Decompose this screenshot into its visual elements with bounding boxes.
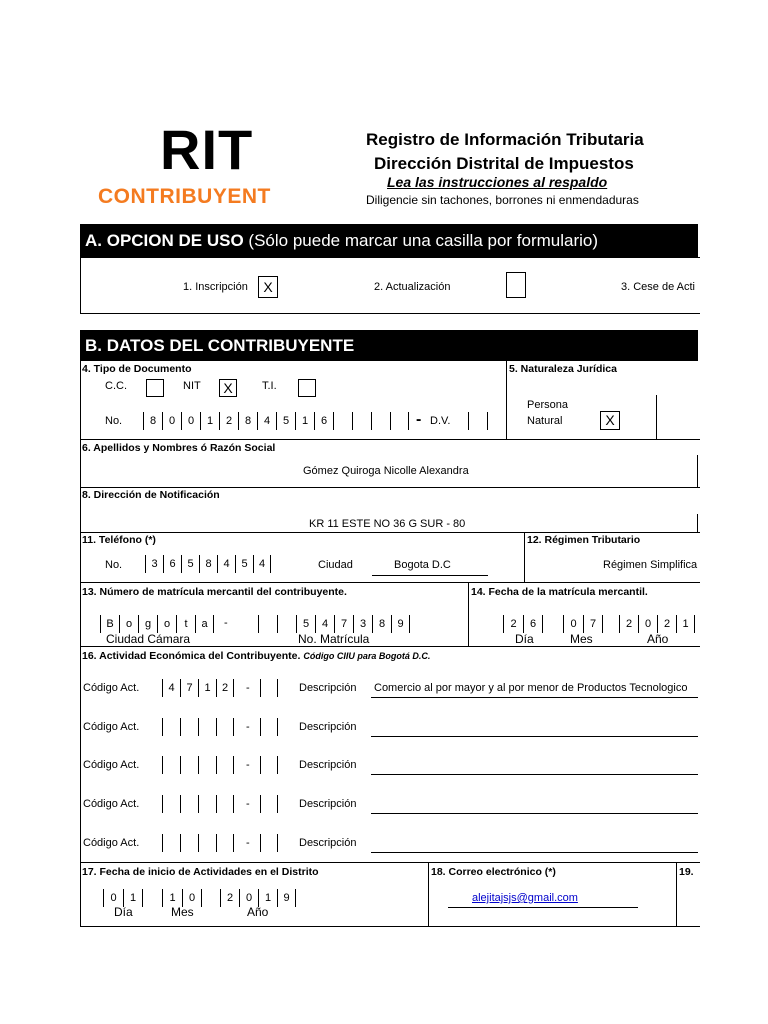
matricula-day-field[interactable] [503, 615, 543, 633]
field-14-label: 14. Fecha de la matrícula mercantil. [471, 586, 648, 598]
phone-digit: 6 [163, 555, 181, 573]
field-16-title: 16. Actividad Económica del Contribuyente. [82, 650, 301, 662]
field-6-label: 6. Apellidos y Nombres ó Razón Social [82, 442, 276, 454]
frame-left [80, 361, 81, 926]
activity-digit [162, 834, 180, 852]
activity-description-label: Descripción [299, 798, 357, 810]
phone-digit: 3 [145, 555, 163, 573]
activity-separator: - [246, 837, 250, 849]
logo-subtitle: CONTRIBUYENT [98, 185, 271, 208]
no-matricula-caption: No. Matrícula [298, 632, 370, 646]
date-digit: 9 [277, 889, 296, 907]
activity-code-field[interactable] [162, 795, 234, 813]
doc-digit [390, 412, 409, 430]
section-b-header: B. DATOS DEL CONTRIBUYENTE [80, 330, 698, 361]
matricula-digit [258, 615, 277, 633]
date-digit: 0 [563, 615, 583, 633]
activity-digit [162, 756, 180, 774]
city-char: g [138, 615, 157, 633]
dia-caption: Día [515, 632, 534, 646]
city-char: a [195, 615, 214, 633]
phone-digit: 8 [199, 555, 217, 573]
doc-digit: 5 [276, 412, 295, 430]
section-a-subtitle: (Sólo puede marcar una casilla por formulario) [248, 231, 599, 250]
email-value[interactable]: alejitajsjs@gmail.com [472, 892, 578, 904]
divider-4-5 [506, 361, 507, 439]
matricula-digit: 4 [315, 615, 334, 633]
activity-description-value[interactable]: Comercio al por mayor y al por menor de Productos Tecnologico [374, 682, 688, 694]
doc-digit: 4 [257, 412, 276, 430]
activity-code-label: Código Act. [83, 682, 140, 694]
divider-13-14 [468, 582, 469, 646]
doc-digit: 2 [219, 412, 238, 430]
option-inscripcion-label: 1. Inscripción [183, 281, 248, 293]
matricula-month-field[interactable] [563, 615, 603, 633]
city-char: o [119, 615, 138, 633]
date-digit: 1 [258, 889, 277, 907]
option-actualizacion-label: 2. Actualización [374, 281, 451, 293]
doc-digit [333, 412, 352, 430]
activity-subcode-field[interactable] [260, 718, 278, 736]
field-17-label: 17. Fecha de inicio de Actividades en el Distrito [82, 866, 319, 878]
activity-digit [260, 834, 278, 852]
activity-digit [198, 718, 216, 736]
activity-code-label: Código Act. [83, 721, 140, 733]
persona-label: Persona [527, 399, 568, 411]
date-digit: 1 [162, 889, 182, 907]
matricula-year-field[interactable] [619, 615, 695, 633]
activity-digit: 1 [198, 679, 216, 697]
activity-code-label: Código Act. [83, 837, 140, 849]
address-box-right [697, 514, 698, 533]
activity-code-field[interactable] [162, 718, 234, 736]
option-cese-label: 3. Cese de Acti [621, 281, 695, 293]
date-digit: 2 [619, 615, 638, 633]
phone-digit: 5 [181, 555, 199, 573]
cc-checkbox[interactable] [146, 379, 164, 397]
date-digit: 1 [123, 889, 143, 907]
form-title: Registro de Información Tributaria [366, 130, 644, 149]
phone-no-label: No. [105, 559, 123, 571]
activity-digit [216, 718, 234, 736]
field-8-label: 8. Dirección de Notificación [82, 489, 220, 501]
address-value[interactable]: KR 11 ESTE NO 36 G SUR - 80 [309, 518, 466, 530]
activity-digit [198, 795, 216, 813]
start-mes-caption: Mes [171, 905, 194, 919]
anio-caption: Año [647, 632, 669, 646]
doc-digit: 6 [314, 412, 333, 430]
activity-subcode-field[interactable] [260, 834, 278, 852]
nit-checkbox[interactable]: X [219, 379, 237, 397]
row-line-3 [80, 532, 700, 533]
doc-number-field[interactable] [143, 412, 409, 430]
activity-subcode-field[interactable] [260, 756, 278, 774]
phone-digit: 4 [253, 555, 271, 573]
cc-label: C.C. [105, 380, 127, 392]
field-13-label: 13. Número de matrícula mercantil del contribuyente. [82, 586, 347, 598]
ti-label: T.I. [262, 380, 277, 392]
divider-18-19 [676, 862, 677, 926]
date-digit: 0 [182, 889, 202, 907]
matricula-digit [277, 615, 296, 633]
natural-checkbox[interactable]: X [600, 411, 620, 430]
field-18-label: 18. Correo electrónico (*) [431, 866, 556, 878]
activity-digit [216, 795, 234, 813]
activity-code-field[interactable] [162, 756, 234, 774]
row-line-1 [80, 439, 700, 440]
option-actualizacion-checkbox[interactable] [506, 272, 526, 298]
email-underline [448, 907, 638, 908]
date-digit: 7 [583, 615, 603, 633]
activity-digit [180, 718, 198, 736]
frame-bottom [80, 926, 700, 927]
activity-separator: - [246, 721, 250, 733]
row-line-2 [80, 487, 700, 488]
divider-juridica [656, 395, 657, 439]
ciudad-camara-caption: Ciudad Cámara [106, 632, 191, 646]
mes-caption: Mes [570, 632, 593, 646]
date-digit: 2 [657, 615, 676, 633]
city-char: o [157, 615, 176, 633]
field-16-label [82, 650, 430, 662]
doc-digit: 0 [181, 412, 200, 430]
row-line-4 [80, 582, 700, 583]
activity-digit: 4 [162, 679, 180, 697]
name-value[interactable]: Gómez Quiroga Nicolle Alexandra [303, 465, 469, 477]
start-anio-caption: Año [247, 905, 269, 919]
field-19-label: 19. [679, 866, 694, 878]
activity-digit [260, 718, 278, 736]
nit-label: NIT [183, 380, 201, 392]
activity-digit [180, 756, 198, 774]
matricula-digit: 5 [296, 615, 315, 633]
option-inscripcion-checkbox[interactable]: X [258, 276, 278, 298]
divider-11-12 [524, 532, 525, 582]
doc-no-label: No. [105, 415, 123, 427]
city-underline [372, 575, 488, 576]
city-value[interactable]: Bogota D.C [394, 559, 451, 571]
activity-digit: 2 [216, 679, 234, 697]
activity-description-line [371, 813, 698, 814]
matricula-digit: 9 [391, 615, 410, 633]
activity-code-label: Código Act. [83, 759, 140, 771]
activity-subcode-field[interactable] [260, 795, 278, 813]
instructions-note: Lea las instrucciones al respaldo [387, 174, 608, 190]
natural-label: Natural [527, 415, 563, 427]
doc-digit [371, 412, 390, 430]
dv-separator: - [416, 411, 422, 428]
doc-digit: 8 [143, 412, 162, 430]
fill-note: Diligencie sin tachones, borrones ni enmendaduras [366, 193, 639, 207]
activity-code-field[interactable] [162, 834, 234, 852]
activity-digit [162, 795, 180, 813]
activity-digit [180, 834, 198, 852]
doc-digit: 8 [238, 412, 257, 430]
activity-description-label: Descripción [299, 721, 357, 733]
start-dia-caption: Día [114, 905, 133, 919]
date-digit: 0 [239, 889, 258, 907]
activity-digit [162, 718, 180, 736]
activity-description-label: Descripción [299, 682, 357, 694]
date-digit: 2 [220, 889, 239, 907]
row-line-6 [80, 862, 700, 863]
activity-subcode-field[interactable] [260, 679, 278, 697]
form-subtitle: Dirección Distrital de Impuestos [374, 154, 634, 173]
date-digit: 0 [638, 615, 657, 633]
activity-digit [198, 834, 216, 852]
activity-description-line [371, 774, 698, 775]
field-4-label: 4. Tipo de Documento [82, 363, 192, 375]
field-16-note: Código CIIU para Bogotá D.C. [303, 651, 431, 661]
field-11-label: 11. Teléfono (*) [82, 534, 156, 546]
row-line-5 [80, 646, 700, 647]
matricula-separator: - [224, 617, 228, 629]
activity-description-line [371, 697, 698, 698]
matricula-number-field[interactable] [258, 615, 410, 633]
activity-digit [216, 756, 234, 774]
activity-digit [180, 795, 198, 813]
matricula-digit: 7 [334, 615, 353, 633]
activity-digit [260, 756, 278, 774]
doc-digit: 0 [162, 412, 181, 430]
activity-code-label: Código Act. [83, 798, 140, 810]
doc-digit: 1 [295, 412, 314, 430]
dv-label: D.V. [430, 415, 451, 427]
date-digit: 1 [676, 615, 695, 633]
activity-description-label: Descripción [299, 759, 357, 771]
divider-17-18 [428, 862, 429, 926]
phone-digit: 5 [235, 555, 253, 573]
matricula-digit: 8 [372, 615, 391, 633]
dv-field[interactable] [468, 412, 488, 430]
field-5-label: 5. Naturaleza Jurídica [509, 363, 617, 375]
activity-digit: 7 [180, 679, 198, 697]
date-digit: 0 [103, 889, 123, 907]
activity-description-label: Descripción [299, 837, 357, 849]
matricula-digit: 3 [353, 615, 372, 633]
field-12-label: 12. Régimen Tributario [527, 534, 641, 546]
ti-checkbox[interactable] [298, 379, 316, 397]
name-box-right [697, 455, 698, 487]
matricula-city-field[interactable] [100, 615, 214, 633]
activity-description-line [371, 852, 698, 853]
doc-digit [352, 412, 371, 430]
activity-digit [260, 795, 278, 813]
activity-digit [260, 679, 278, 697]
city-char: t [176, 615, 195, 633]
activity-code-field[interactable] [162, 679, 234, 697]
section-a-header [80, 224, 698, 257]
activity-description-line [371, 736, 698, 737]
activity-separator: - [246, 682, 250, 694]
activity-digit [198, 756, 216, 774]
activity-separator: - [246, 759, 250, 771]
activity-separator: - [246, 798, 250, 810]
regimen-value[interactable]: Régimen Simplifica [603, 559, 698, 571]
phone-field[interactable] [145, 555, 271, 573]
doc-digit: 1 [200, 412, 219, 430]
date-digit: 6 [523, 615, 543, 633]
activity-digit [216, 834, 234, 852]
city-char: B [100, 615, 119, 633]
logo-rit: RIT [160, 118, 254, 181]
city-label: Ciudad [318, 559, 353, 571]
phone-digit: 4 [217, 555, 235, 573]
date-digit: 2 [503, 615, 523, 633]
section-a-title: A. OPCION DE USO [85, 231, 244, 250]
